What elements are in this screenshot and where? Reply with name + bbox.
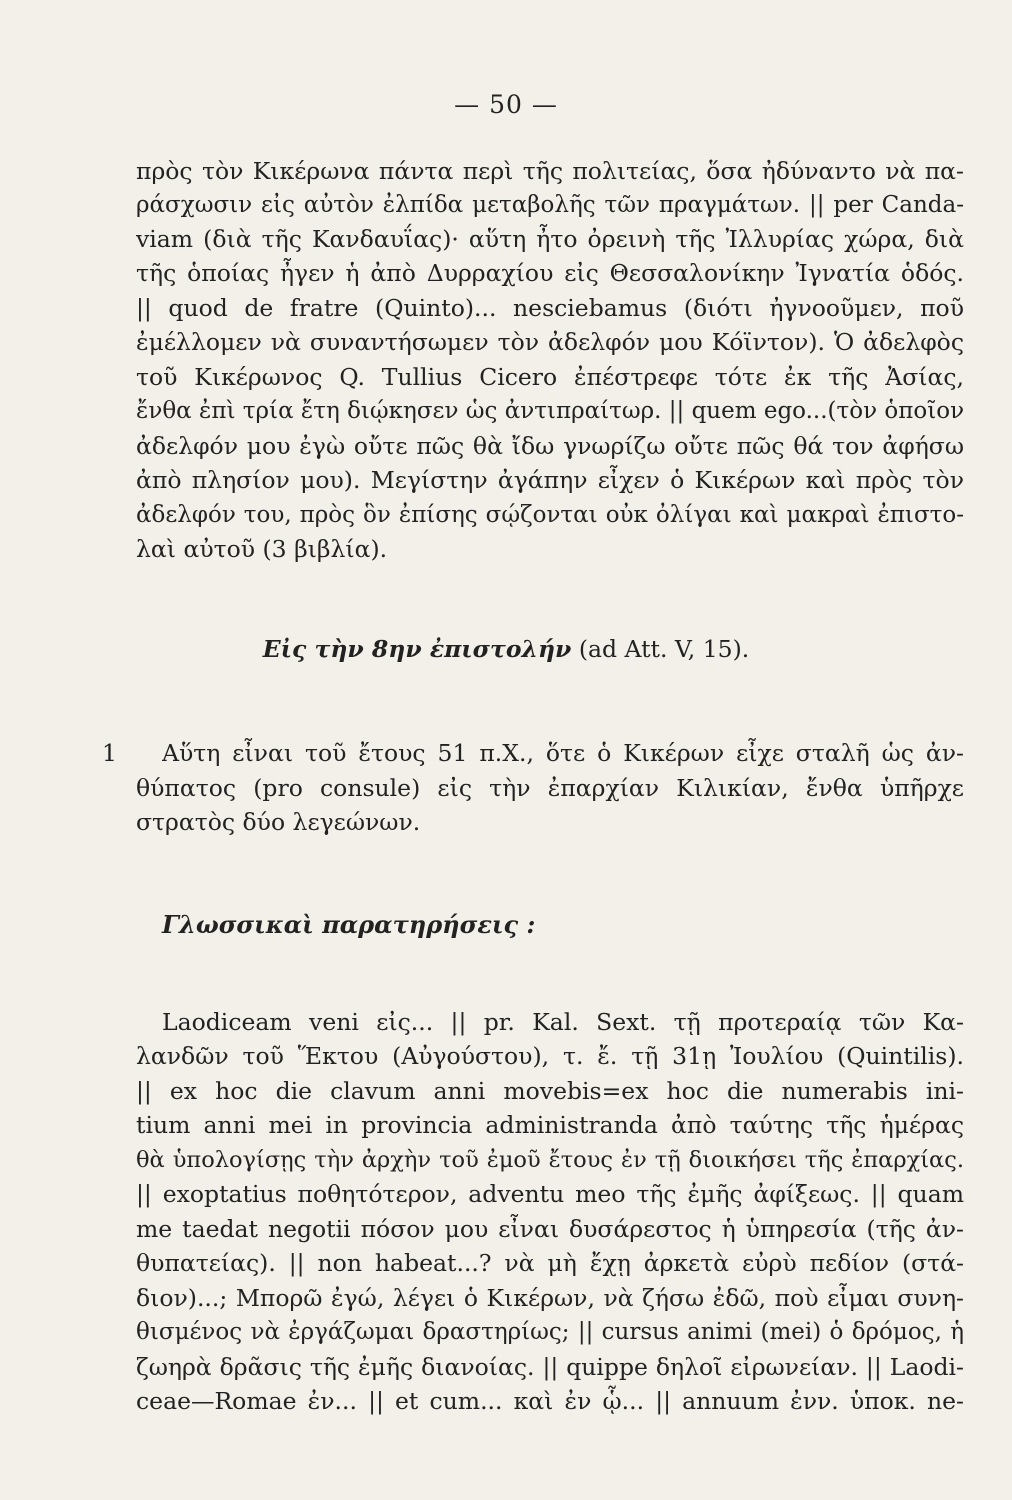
paragraph2-line: tium anni mei in provincia administranda ἀπὸ ταύτης τῆς ἡμέρας bbox=[136, 1111, 964, 1139]
paragraph1-line: ἀδελφόν μου ἐγὼ οὔτε πῶς θὰ ἴδω γνωρίζω οὔτε πῶς θά τον ἀφήσω bbox=[136, 432, 964, 460]
paragraph1-line: λαὶ αὐτοῦ (3 βιβλία). bbox=[136, 535, 388, 563]
paragraph2-line: ζωηρὰ δρᾶσις τῆς ἐμῆς διανοίας. || quippe δηλοῖ εἰρωνείαν. || Laodi- bbox=[136, 1353, 964, 1381]
paragraph2-line: διον)...; Μπορῶ ἐγώ, λέγει ὁ Κικέρων, νὰ ζήσω ἐδῶ, ποὺ εἶμαι συνη- bbox=[136, 1284, 964, 1312]
footnote-number: 1 bbox=[102, 739, 117, 767]
paragraph2-line: θισμένος νὰ ἐργάζωμαι δραστηρίως; || cursus animi (mei) ὁ δρόμος, ἡ bbox=[136, 1319, 964, 1345]
footnote-line: στρατὸς δύο λεγεώνων. bbox=[136, 808, 421, 836]
paragraph1-line: viam (διὰ τῆς Κανδαυΐας)· αὕτη ἦτο ὀρεινὴ τῆς Ἰλλυρίας χώρα, διὰ bbox=[136, 225, 964, 253]
paragraph2-line: ceae—Romae ἐν... || et cum... καὶ ἐν ᾧ... || annuum ἐνν. ὑποκ. ne- bbox=[136, 1387, 964, 1415]
letter-heading bbox=[0, 632, 1012, 666]
paragraph1-line: ράσχωσιν εἰς αὐτὸν ἐλπίδα μεταβολῆς τῶν πραγμάτων. || per Canda- bbox=[136, 192, 964, 218]
paragraph2-line: || ex hoc die clavum anni movebis=ex hoc die numerabis ini- bbox=[136, 1077, 964, 1105]
paragraph1-line: ἔνθα ἐπὶ τρία ἔτη διῴκησεν ὡς ἀντιπραίτωρ. || quem ego...(τὸν ὁποῖον bbox=[136, 398, 964, 424]
section-heading: Γλωσσικαὶ παρατηρήσεις : bbox=[162, 910, 536, 939]
paragraph2-line: || exoptatius ποθητότερον, adventu meo τῆς ἐμῆς ἀφίξεως. || quam bbox=[136, 1180, 964, 1208]
paragraph1-line: || quod de fratre (Quinto)... nesciebamus (διότι ἠγνοοῦμεν, ποῦ bbox=[136, 294, 964, 322]
letter-heading-reference: (ad Att. V, 15). bbox=[571, 635, 750, 663]
footnote-line: θύπατος (pro consule) εἰς τὴν ἐπαρχίαν Κιλικίαν, ἔνθα ὑπῆρχε bbox=[136, 774, 964, 802]
paragraph2-line: θὰ ὑπολογίσῃς τὴν ἀρχὴν τοῦ ἐμοῦ ἔτους ἐν τῇ διοικήσει τῆς ἐπαρχίας. bbox=[136, 1147, 964, 1173]
page-number: — 50 — bbox=[454, 90, 558, 119]
paragraph1-line: πρὸς τὸν Κικέρωνα πάντα περὶ τῆς πολιτείας, ὅσα ἠδύναντο νὰ πα- bbox=[136, 157, 964, 185]
paragraph2-line: λανδῶν τοῦ Ἕκτου (Αὐγούστου), τ. ἔ. τῇ 31ῃ Ἰουλίου (Quintilis). bbox=[136, 1042, 964, 1070]
paragraph2-line: Laodiceam veni εἰς... || pr. Kal. Sext. τῇ προτεραίᾳ τῶν Κα- bbox=[162, 1008, 964, 1036]
paragraph1-line: τῆς ὁποίας ἦγεν ἡ ἀπὸ Δυρραχίου εἰς Θεσσαλονίκην Ἰγνατία ὁδός. bbox=[136, 259, 964, 287]
paragraph1-line: ἀπὸ πλησίον μου). Μεγίστην ἀγάπην εἶχεν ὁ Κικέρων καὶ πρὸς τὸν bbox=[136, 466, 964, 494]
footnote-line: Αὕτη εἶναι τοῦ ἔτους 51 π.Χ., ὅτε ὁ Κικέρων εἶχε σταλῆ ὡς ἀν- bbox=[162, 739, 964, 767]
paragraph1-line: ἐμέλλομεν νὰ συναντήσωμεν τὸν ἀδελφόν μου Κόϊντον). Ὁ ἀδελφὸς bbox=[136, 328, 964, 356]
letter-heading-title: Εἰς τὴν 8ην ἐπιστολήν bbox=[262, 635, 572, 663]
paragraph2-line: me taedat negotii πόσον μου εἶναι δυσάρεστος ἡ ὑπηρεσία (τῆς ἀν- bbox=[136, 1215, 964, 1243]
paragraph1-line: ἀδελφόν του, πρὸς ὃν ἐπίσης σῴζονται οὐκ ὀλίγαι καὶ μακραὶ ἐπιστο- bbox=[136, 502, 964, 528]
paragraph1-line: τοῦ Κικέρωνος Q. Tullius Cicero ἐπέστρεφε τότε ἐκ τῆς Ἀσίας, bbox=[136, 363, 964, 391]
paragraph2-line: θυπατείας). || non habeat...? νὰ μὴ ἔχῃ ἀρκετὰ εὐρὺ πεδίον (στά- bbox=[136, 1249, 964, 1277]
